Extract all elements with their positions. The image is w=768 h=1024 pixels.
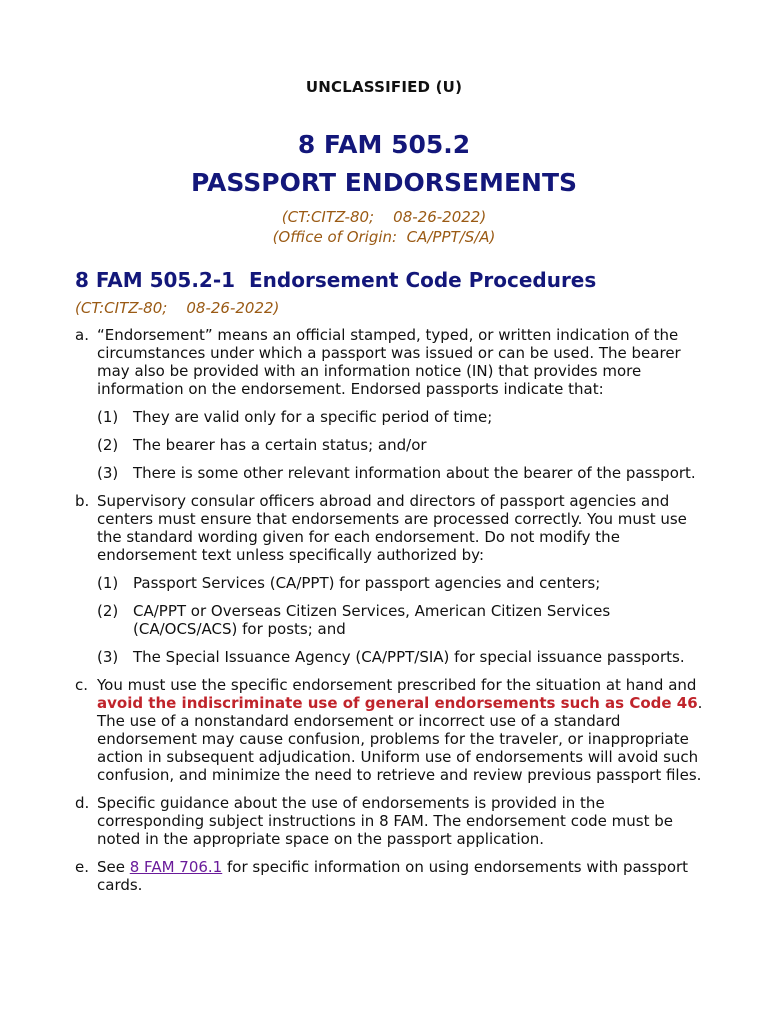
paragraph-e	[75, 858, 715, 894]
list-item-label: (2)	[97, 602, 119, 620]
list-item-text: The bearer has a certain status; and/or	[133, 436, 427, 454]
list-item	[75, 602, 715, 638]
paragraph-label: b.	[75, 492, 90, 510]
paragraph-text-continued: for specific information on using endorsements with passport cards.	[97, 858, 689, 894]
section-heading: 8 FAM 505.2-1 Endorsement Code Procedures	[75, 268, 597, 292]
list-item-text: They are valid only for a specific period of time;	[133, 408, 493, 426]
list-item	[75, 648, 715, 666]
section-change-transmittal: (CT:CITZ-80; 08-26-2022)	[75, 299, 280, 317]
paragraph-text: See	[97, 858, 130, 876]
change-transmittal: (CT:CITZ-80; 08-26-2022)	[281, 208, 487, 226]
paragraph-label: d.	[75, 794, 90, 812]
paragraph-label: a.	[75, 326, 89, 344]
list-item-label: (2)	[97, 436, 119, 454]
paragraph-label: c.	[75, 676, 89, 694]
document-title: PASSPORT ENDORSEMENTS	[191, 168, 577, 197]
list-item-text: CA/PPT or Overseas Citizen Services, American Citizen Services (CA/OCS/ACS) for posts; and	[133, 602, 611, 638]
list-item-label: (1)	[97, 408, 119, 426]
paragraph-text: Supervisory consular officers abroad and directors of passport agencies and centers must ensure that endorsements are processed correctly. You must use the standard wording given for each endorsement. Do not modify the endorsement text unless specifically authorized by:	[97, 492, 687, 564]
paragraph-text: Specific guidance about the use of endorsements is provided in the corresponding subject instructions in 8 FAM. The endorsement code must be noted in the appropriate space on the passport application.	[97, 794, 673, 848]
fam-reference-link[interactable]: 8 FAM 706.1	[129, 858, 223, 876]
list-item-label: (3)	[97, 648, 119, 666]
section-body	[75, 326, 715, 904]
list-item	[75, 464, 715, 482]
list-item-text: The Special Issuance Agency (CA/PPT/SIA) for special issuance passports.	[133, 648, 685, 666]
list-item-label: (3)	[97, 464, 119, 482]
paragraph-text-continued: . The use of a nonstandard endorsement or incorrect use of a standard endorsement may cause confusion, problems for the traveler, or inappropriate action in subsequent adjudication. Uniform use of endorsements will avoid such confusion, and minimize the need to retrieve and review previous passport files.	[97, 694, 703, 784]
list-item-text: Passport Services (CA/PPT) for passport agencies and centers;	[133, 574, 601, 592]
paragraph-text: “Endorsement” means an official stamped, typed, or written indication of the circumstances under which a passport was issued or can be used. The bearer may also be provided with an information notice (IN) that provides more information on the endorsement. Endorsed passports indicate that:	[97, 326, 681, 398]
emphasis-warning: avoid the indiscriminate use of general endorsements such as Code 46	[97, 694, 698, 712]
list-item-text: There is some other relevant information about the bearer of the passport.	[133, 464, 696, 482]
list-item	[75, 574, 715, 592]
paragraph-a	[75, 326, 715, 398]
paragraph-text: You must use the specific endorsement prescribed for the situation at hand and	[97, 676, 697, 694]
paragraph-label: e.	[75, 858, 89, 876]
list-item	[75, 408, 715, 426]
paragraph-d	[75, 794, 715, 848]
list-item	[75, 436, 715, 454]
document-number: 8 FAM 505.2	[297, 130, 471, 159]
list-item-label: (1)	[97, 574, 119, 592]
paragraph-c	[75, 676, 715, 784]
office-of-origin: (Office of Origin: CA/PPT/S/A)	[272, 228, 496, 246]
paragraph-b	[75, 492, 715, 564]
classification-banner: UNCLASSIFIED (U)	[305, 78, 463, 96]
